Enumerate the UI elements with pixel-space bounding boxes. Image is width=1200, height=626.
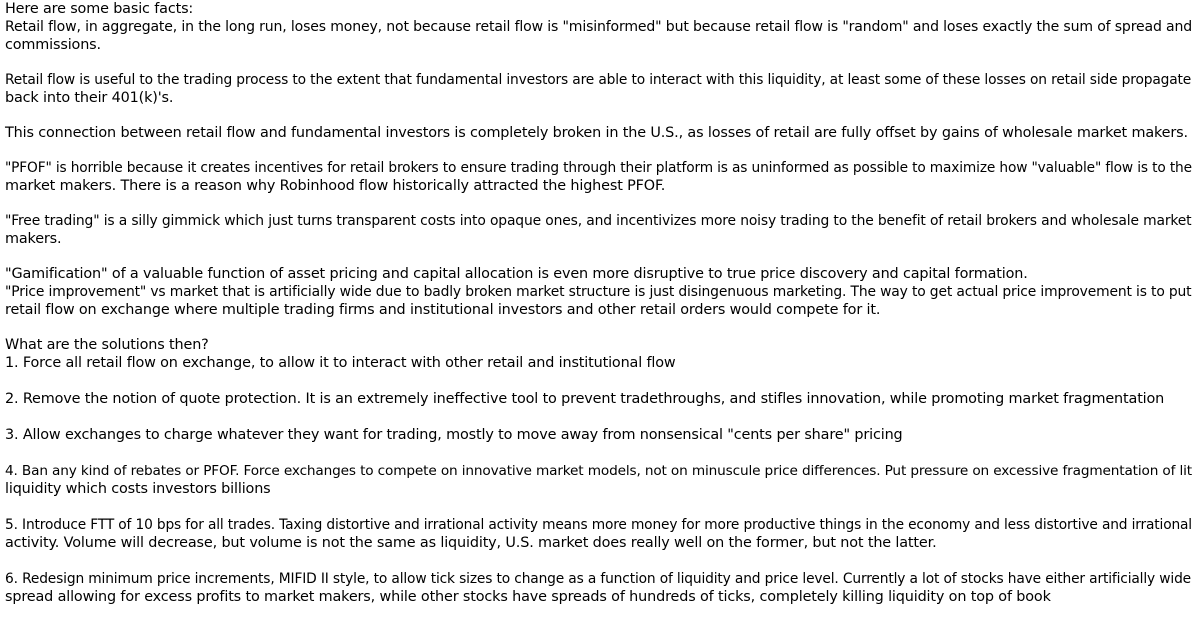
paragraph-gap — [5, 552, 1197, 570]
solution-item: 5. Introduce FTT of 10 bps for all trades. Taxing distortive and irrational activity means more money for more productive things in the economy and less distortive and irrational — [5, 517, 1192, 533]
solution-item: spread allowing for excess profits to market makers, while other stocks have spreads of hundreds of ticks, completely killing liquidity on top of book — [5, 589, 1051, 605]
paragraph-line: "Gamification" of a valuable function of asset pricing and capital allocation is even more disruptive to true price discovery and capital formation. — [5, 266, 1028, 282]
paragraph-gap — [5, 498, 1197, 516]
solution-item: 3. Allow exchanges to charge whatever they want for trading, mostly to move away from nonsensical "cents per share" pricing — [5, 427, 903, 443]
paragraph-gap — [5, 248, 1197, 265]
document-body — [5, 0, 1197, 606]
paragraph-gap — [5, 444, 1197, 462]
paragraph-line: back into their 401(k)'s. — [5, 90, 174, 106]
paragraph-line: Retail flow is useful to the trading process to the extent that fundamental investors are able to interact with this liquidity, at least some of these losses on retail side propagate — [5, 72, 1192, 88]
solution-item: 2. Remove the notion of quote protection. It is an extremely ineffective tool to prevent tradethroughs, and stifles innovation, while promoting market fragmentation — [5, 391, 1165, 407]
paragraph-gap — [5, 319, 1197, 336]
solution-item: activity. Volume will decrease, but volume is not the same as liquidity, U.S. market does really well on the former, but not the latter. — [5, 535, 937, 551]
solutions-heading: What are the solutions then? — [5, 337, 209, 353]
paragraph-line: This connection between retail flow and fundamental investors is completely broken in the U.S., as losses of retail are fully offset by gains of wholesale market makers. — [5, 125, 1188, 141]
paragraph-gap — [5, 54, 1197, 71]
solution-item: 1. Force all retail flow on exchange, to allow it to interact with other retail and institutional flow — [5, 355, 676, 371]
paragraph-line: retail flow on exchange where multiple trading firms and institutional investors and other retail orders would compete for it. — [5, 302, 881, 318]
intro-heading: Here are some basic facts: — [5, 1, 194, 17]
paragraph-line: "PFOF" is horrible because it creates incentives for retail brokers to ensure trading through their platform is as uninformed as possible to maximize how "valuable" flow is to the — [5, 160, 1192, 176]
paragraph-gap — [5, 195, 1197, 212]
paragraph-line: commissions. — [5, 37, 101, 53]
paragraph-gap — [5, 107, 1197, 124]
paragraph-line: market makers. There is a reason why Robinhood flow historically attracted the highest PFOF. — [5, 178, 666, 194]
solution-item: 4. Ban any kind of rebates or PFOF. Force exchanges to compete on innovative market models, not on minuscule price differences. Put pressure on excessive fragmentation of lit — [5, 463, 1192, 479]
paragraph-line: "Free trading" is a silly gimmick which just turns transparent costs into opaque ones, and incentivizes more noisy trading to the benefit of retail brokers and wholesale market — [5, 213, 1192, 229]
paragraph-gap — [5, 142, 1197, 159]
paragraph-line: "Price improvement" vs market that is artificially wide due to badly broken market structure is just disingenuous marketing. The way to get actual price improvement is to put — [5, 284, 1192, 300]
paragraph-line: makers. — [5, 231, 62, 247]
solution-item: 6. Redesign minimum price increments, MIFID II style, to allow tick sizes to change as a function of liquidity and price level. Currently a lot of stocks have either artificially wide — [5, 571, 1191, 587]
paragraph-line: Retail flow, in aggregate, in the long run, loses money, not because retail flow is "misinformed" but because retail flow is "random" and loses exactly the sum of spread and — [5, 19, 1193, 35]
solution-item: liquidity which costs investors billions — [5, 481, 271, 497]
paragraph-gap — [5, 372, 1197, 390]
paragraph-gap — [5, 408, 1197, 426]
